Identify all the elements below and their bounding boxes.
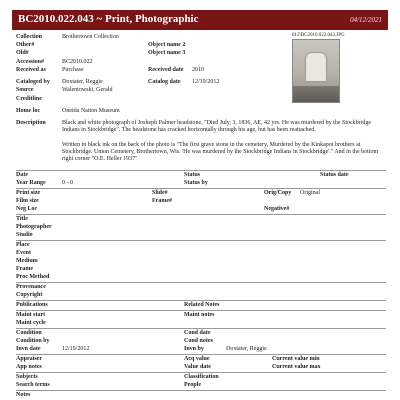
people-label: People xyxy=(184,382,201,388)
maint-start-label: Maint start xyxy=(16,312,46,318)
invn-by-label: Invn by xyxy=(184,346,204,352)
divider xyxy=(16,354,386,355)
divider xyxy=(16,300,386,301)
photo-filename: 012\BC2010.022.043.JPG xyxy=(292,33,345,38)
appraiser-label: Appraiser xyxy=(16,356,42,362)
app-notes-label: App notes xyxy=(16,364,42,370)
frame-number-label: Frame# xyxy=(152,198,172,204)
received-date-label: Received date xyxy=(148,67,184,73)
print-size-label: Print size xyxy=(16,190,41,196)
collection-label: Collection xyxy=(16,34,42,40)
received-as-value: Purchase xyxy=(62,67,84,73)
title-label: Title xyxy=(16,216,28,222)
studio-label: Studio xyxy=(16,232,33,238)
object-name-3-label: Object name 3 xyxy=(148,50,186,56)
collection-value: Brothertown Collection xyxy=(62,34,119,40)
year-range-value: 0 - 0 xyxy=(62,180,73,186)
divider xyxy=(16,214,386,215)
date-label: Date xyxy=(16,172,28,178)
home-loc-value: Oneida Nation Museum xyxy=(62,108,120,114)
received-date-value: 2010 xyxy=(192,67,204,73)
status-label: Status xyxy=(184,172,201,178)
search-terms-label: Search terms xyxy=(16,382,50,388)
accession-value: BC2010.022 xyxy=(62,59,93,65)
condition-by-label: Condition by xyxy=(16,338,50,344)
classification-label: Classification xyxy=(184,374,219,380)
description-paragraph-2: Written in black ink on the back of the photo is "The first grave stone in the cemetery, Murdered by the Kinkapot brothers at Stockbridge. Union Cemetery, Brothertown, Wis. 'He was murdered by the Stockbridge Indians in Stockbridge'." And in the bottom right corner "O.E. Heller 1937" xyxy=(62,142,379,162)
publications-label: Publications xyxy=(16,302,48,308)
divider xyxy=(16,188,386,189)
related-notes-label: Related Notes xyxy=(184,302,220,308)
headstone-photo[interactable] xyxy=(292,39,340,103)
orig-copy-value: Original xyxy=(300,190,320,196)
film-size-label: Film size xyxy=(16,198,39,204)
description-label: Description xyxy=(16,120,46,126)
subjects-label: Subjects xyxy=(16,374,38,380)
divider xyxy=(16,282,386,283)
copyright-label: Copyright xyxy=(16,292,43,298)
current-value-max-label: Current value max xyxy=(272,364,321,370)
creditline-label: Creditline xyxy=(16,96,42,102)
neg-loc-label: Neg Loc xyxy=(16,206,38,212)
inventory-date-value: 12/19/2012 xyxy=(62,346,90,352)
catalog-date-label: Catalog date xyxy=(148,79,181,85)
old-number-label: Old# xyxy=(16,50,29,56)
received-as-label: Received as xyxy=(16,67,46,73)
divider xyxy=(16,328,386,329)
frame-label: Frame xyxy=(16,266,33,272)
cond-notes-label: Cond notes xyxy=(184,338,213,344)
condition-label: Condition xyxy=(16,330,42,336)
cataloged-by-label: Cataloged by xyxy=(16,79,50,85)
divider xyxy=(16,390,386,391)
cataloged-by-value: Doxtater, Reggie xyxy=(62,79,103,85)
current-value-min-label: Current value min xyxy=(272,356,320,362)
provenance-label: Provenance xyxy=(16,284,46,290)
acq-value-label: Acq value xyxy=(184,356,210,362)
record-title: BC2010.022.043 ~ Print, Photographic xyxy=(18,13,199,25)
notes-label: Notes xyxy=(16,392,31,398)
year-range-label: Year Range xyxy=(16,180,46,186)
accession-label: Accession# xyxy=(16,59,44,65)
event-label: Event xyxy=(16,250,31,256)
photographer-label: Photographer xyxy=(16,224,52,230)
catalog-date-value: 12/19/2012 xyxy=(192,79,220,85)
home-loc-label: Home loc xyxy=(16,108,41,114)
source-value: Walentowski, Gerald xyxy=(62,87,113,93)
headstone-shape xyxy=(305,52,327,82)
negative-number-label: Negative# xyxy=(264,206,290,212)
status-date-label: Status date xyxy=(320,172,349,178)
medium-label: Medium xyxy=(16,258,38,264)
place-label: Place xyxy=(16,242,30,248)
proc-method-label: Proc Method xyxy=(16,274,50,280)
source-label: Source xyxy=(16,87,34,93)
divider xyxy=(16,310,386,311)
invn-by-value: Doxtater, Reggie xyxy=(226,346,267,352)
maint-cycle-label: Maint cycle xyxy=(16,320,46,326)
inventory-date-label: Invn date xyxy=(16,346,41,352)
record-header xyxy=(12,10,388,30)
print-date: 04/12/2021 xyxy=(350,16,382,24)
value-date-label: Value date xyxy=(184,364,211,370)
photo-ground xyxy=(293,86,339,102)
orig-copy-label: Orig/Copy xyxy=(264,190,292,196)
slide-number-label: Slide# xyxy=(152,190,168,196)
divider xyxy=(16,170,386,171)
cond-date-label: Cond date xyxy=(184,330,211,336)
status-by-label: Status by xyxy=(184,180,208,186)
other-number-label: Other# xyxy=(16,42,35,48)
divider xyxy=(16,240,386,241)
object-name-2-label: Object name 2 xyxy=(148,42,186,48)
divider xyxy=(16,372,386,373)
maint-notes-label: Maint notes xyxy=(184,312,215,318)
description-paragraph-1: Black and white photograph of Josheph Palmer headstone, "Died July, 3, 1836, AE, 42 yrs. He was murdered by the Stockbridge Indians in Stockbridge". The headstone has cracked horizontally through his age, but has been reattached. xyxy=(62,120,371,133)
